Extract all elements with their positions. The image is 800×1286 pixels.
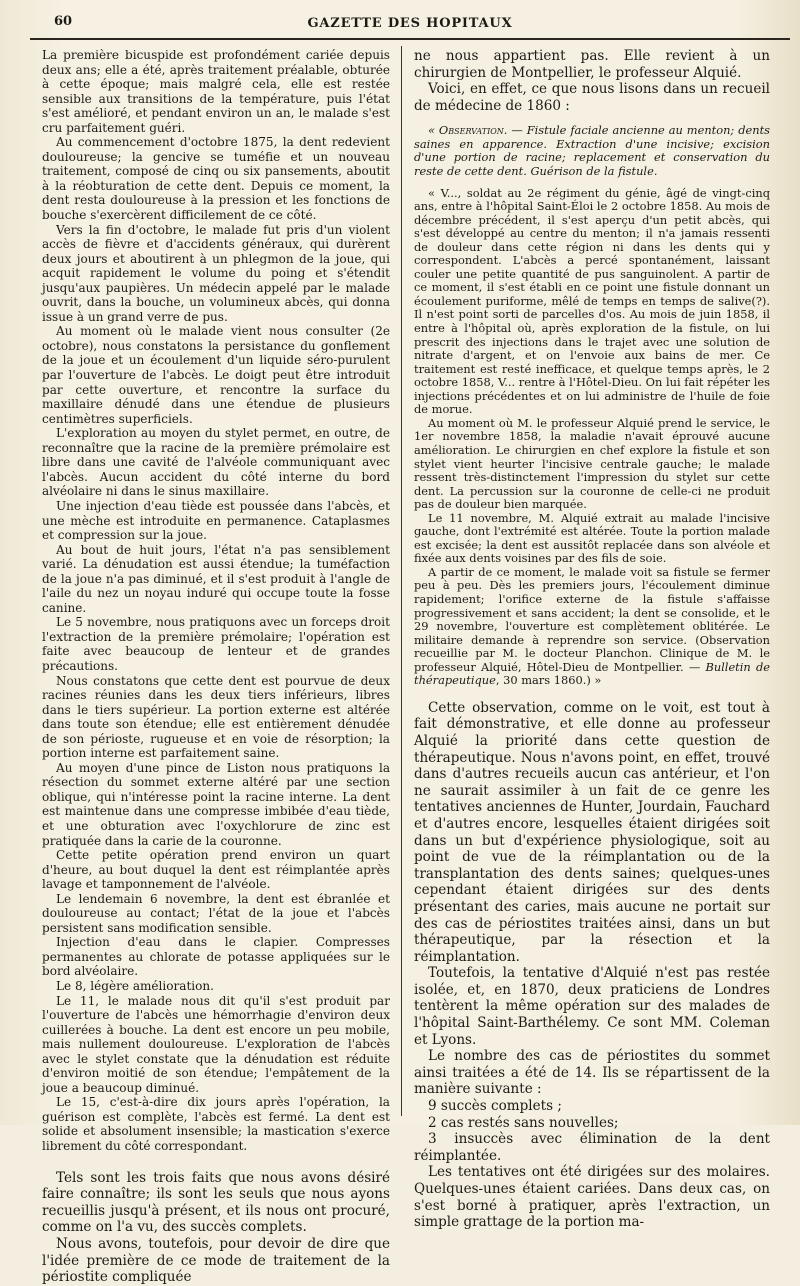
list-item: 3 insuccès avec élimination de la dent réimplantée. — [414, 1131, 770, 1164]
paragraph: L'exploration au moyen du stylet permet, en outre, de reconnaître que la racine de la première prémolaire est libre dans une cavité de l'alvéole communiquant avec l'abcès. Aucun accident du côté interne du bord alvéolaire ni dans le sinus maxillaire. — [42, 426, 390, 499]
paragraph: Vers la fin d'octobre, le malade fut pris d'un violent accès de fièvre et d'accidents généraux, qui durèrent deux jours et aboutirent à un phlegmon de la joue, qui acquit rapidement le volume du poing et s'étendit jusqu'aux paupières. Un médecin appelé par le malade ouvrit, dans la bouche, un volumineux abcès, qui donna issue à un grand verre de pus. — [42, 222, 390, 324]
final-paragraph: Les tentatives ont été dirigées sur des molaires. Quelques-unes étaient cariées. Dans deux cas, on s'est borné à pratiquer, après l'extraction, un simple grattage de la portion ma- — [414, 1164, 770, 1231]
paragraph: Au moyen d'une pince de Liston nous pratiquons la résection du sommet externe altéré par une section oblique, qui n'intéresse point la racine interne. La dent est maintenue dans une compresse imbibée d'eau tiède, et une obturation avec l'oxychlorure de zinc est pratiquée dans la carie de la couronne. — [42, 760, 390, 848]
page-number: 60 — [54, 14, 73, 29]
paragraph: Le 5 novembre, nous pratiquons avec un forceps droit l'extraction de la première prémolaire; l'opération est faite avec beaucoup de lenteur et de grandes précautions. — [42, 615, 390, 673]
closing-paragraph: Tels sont les trois faits que nous avons désiré faire connaître; ils sont les seuls que nous ayons recueillis jusqu'à présent, et ils nous ont procuré, comme on l'a vu, des succès complets. — [42, 1169, 390, 1236]
paragraph: Le 11, le malade nous dit qu'il s'est produit par l'ouverture de l'abcès une hémorrhagie d'environ deux cuillerées à bouche. La dent est encore un peu mobile, mais nullement douloureuse. L'exploration de l'abcès avec le stylet constate que la dénudation est réduite d'environ moitié de son étendue; l'empâtement de la joue a beaucoup diminué. — [42, 993, 390, 1095]
observation-paragraph: « V..., soldat au 2e régiment du génie, âgé de vingt-cinq ans, entre à l'hôpital Saint-Éloi le 2 octobre 1858. Au mois de décembre précédent, il s'est aperçu d'un petit abcès, qui s'est développé au centre du menton; il n'a jamais ressenti de douleur dans cette région ni dans les dents qui y correspondent. L'abcès a percé spontanément, laissant couler une petite quantité de pus sanguinolent. A partir de ce moment, il s'est établi en ce point une fistule donnant un écoulement puriforme, mêlé de temps en temps de salive(?). Il n'est point sorti de parcelles d'os. Au mois de juin 1858, il entre à l'hôpital où, après exploration de la fistule, on lui prescrit des injections dans le trajet avec une solution de nitrate d'argent, et on l'envoie aux bains de mer. Ce traitement est resté inefficace, et quelque temps après, le 2 octobre 1858, V... rentre à l'Hôtel-Dieu. On lui fait répéter les injections précédentes et on lui administre de l'huile de foie de morue. — [414, 185, 770, 417]
closing-paragraph: Cette observation, comme on le voit, est tout à fait démonstrative, et elle donne au professeur Alquié la priorité dans cette question de thérapeutique. Nous n'avons point, en effet, trouvé dans d'autres recueils aucun cas antérieur, et l'on ne saurait assimiler à un fait de ce genre les tentatives anciennes de Hunter, Jourdain, Fauchard et d'autres encore, lesquelles étaient dirigées soit dans un but d'expérience physiologique, soit au point de vue de la réimplantation ou de la transplantation des dents saines; quelques-unes cependant étaient dirigées sur des dents présentant des caries, mais aucune ne portait sur des cas de périostites traitées ainsi, dans un but thérapeutique, par la résection et la réimplantation. — [414, 699, 770, 965]
observation-heading: « Observation. — Fistule faciale ancienne au menton; dents saines en apparence. Extraction d'une incisive; excision d'une portion de racine; replacement et conservation du reste de cette dent. Guérison de la fistule. — [414, 123, 770, 179]
intro-paragraph: ne nous appartient pas. Elle revient à un chirurgien de Montpellier, le professeur Alquié. — [414, 48, 770, 81]
right-column — [414, 48, 770, 1231]
closing-paragraph: Toutefois, la tentative d'Alquié n'est pas restée isolée, et, en 1870, deux praticiens de Londres tentèrent la même opération sur des malades de l'hôpital Saint-Barthélemy. Ce sont MM. Coleman et Lyons. — [414, 965, 770, 1048]
closing-paragraph: Nous avons, toutefois, pour devoir de dire que l'idée première de ce mode de traitement de la périostite compliquée — [42, 1235, 390, 1286]
paragraph: Au bout de huit jours, l'état n'a pas sensiblement varié. La dénudation est aussi étendue; la tuméfaction de la joue n'a pas diminué, et il s'est produit à l'angle de l'aile du nez un noyau induré qui occupe toute la fosse canine. — [42, 542, 390, 615]
intro-paragraph: Voici, en effet, ce que nous lisons dans un recueil de médecine de 1860 : — [414, 81, 770, 114]
closing-paragraph: Le nombre des cas de périostites du sommet ainsi traitées a été de 14. Ils se répartissent de la manière suivante : — [414, 1048, 770, 1098]
paragraph: Injection d'eau dans le clapier. Compresses permanentes au chlorate de potasse appliquées sur le bord alvéolaire. — [42, 935, 390, 979]
observation-label: Observation. — [438, 123, 508, 138]
paragraph: Au moment où le malade vient nous consulter (2e octobre), nous constatons la persistance du gonflement de la joue et un écoulement d'un liquide séro-purulent par l'ouverture de l'abcès. Le doigt peut être introduit par cette ouverture, et rencontre la surface du maxillaire dénudé dans une étendue de plusieurs centimètres superficiels. — [42, 324, 390, 426]
observation-paragraph: Le 11 novembre, M. Alquié extrait au malade l'incisive gauche, dont l'extrémité est altérée. Toute la portion malade est excisée; la dent est aussitôt replacée dans son alvéole et fixée aux dents voisines par des fils de soie. — [414, 510, 770, 566]
results-list — [414, 1098, 770, 1164]
left-column — [42, 48, 390, 1286]
paragraph: Le lendemain 6 novembre, la dent est ébranlée et douloureuse au contact; l'état de la joue et l'abcès persistent sans modification sensible. — [42, 891, 390, 935]
list-item: 9 succès complets ; — [428, 1098, 562, 1115]
page-header — [30, 12, 790, 40]
journal-title: GAZETTE DES HOPITAUX — [307, 16, 513, 31]
paragraph: La première bicuspide est profondément cariée depuis deux ans; elle a été, après traitement préalable, obturée à cette époque; mais malgré cela, elle est restée sensible aux transitions de la température, puis l'état s'est amélioré, et pendant environ un an, le malade s'est cru parfaitement guéri. — [42, 48, 390, 135]
observation-text: A partir de ce moment, le malade voit sa fistule se fermer peu à peu. Dès les premiers jours, l'écoulement diminue rapidement; l'orifice externe de la fistule s'affaisse progressivement et sans accident; la dent se consolide, et le 29 novembre, l'ouverture est complètement oblitérée. Le militaire demande à reprendre son service. (Observation recueillie par M. le docteur Planchon. Clinique de M. le professeur Alquié, Hôtel-Dieu de Montpellier. — — [414, 564, 770, 674]
paragraph: Cette petite opération prend environ un quart d'heure, au bout duquel la dent est réimplantée après lavage et tamponnement de l'alvéole. — [42, 848, 390, 892]
observation-source-tail: , 30 mars 1860.) » — [495, 673, 602, 688]
paragraph: Nous constatons que cette dent est pourvue de deux racines réunies dans les deux tiers inférieurs, libres dans le tiers supérieur. La portion externe est altérée dans toute son étendue; elle est entièrement dénudée de son périoste, rugueuse et en voie de résorption; la portion interne est parfaitement saine. — [42, 673, 390, 761]
observation-paragraph — [414, 566, 770, 688]
observation-title: — Fistule faciale ancienne au menton; dents saines en apparence. Extraction d'une incisive; excision d'une portion de racine; replacement et conservation du reste de cette dent. Guérison de la fistule. — [414, 123, 770, 179]
paragraph: Le 8, légère amélioration. — [56, 979, 214, 993]
column-divider — [401, 46, 402, 1116]
paragraph: Le 15, c'est-à-dire dix jours après l'opération, la guérison est complète, l'abcès est fermé. La dent est solide et absolument insensible; la mastication s'exerce librement du côté correspondant. — [42, 1095, 390, 1154]
paragraph: Une injection d'eau tiède est poussée dans l'abcès, et une mèche est introduite en permanence. Cataplasmes et compression sur la joue. — [42, 498, 390, 543]
list-item: 2 cas restés sans nouvelles; — [428, 1114, 619, 1131]
observation-source: Bulletin de thérapeutique — [414, 659, 770, 688]
paragraph: Au commencement d'octobre 1875, la dent redevient douloureuse; la gencive se tuméfie et un nouveau traitement, composé de cinq ou six pansements, aboutit à la réobturation de cette dent. Depuis ce moment, la dent resta douloureuse à la pression et les fonctions de bouche s'exercèrent difficilement de ce côté. — [42, 135, 390, 223]
observation-paragraph: Au moment où M. le professeur Alquié prend le service, le 1er novembre 1858, la maladie n'avait éprouvé aucune amélioration. Le chirurgien en chef explore la fistule et son stylet vient heurter l'incisive centrale gauche; le malade ressent très-distinctement l'impression du stylet sur cette dent. La percussion sur la couronne de celle-ci ne produit pas de douleur bien marquée. — [414, 415, 770, 512]
